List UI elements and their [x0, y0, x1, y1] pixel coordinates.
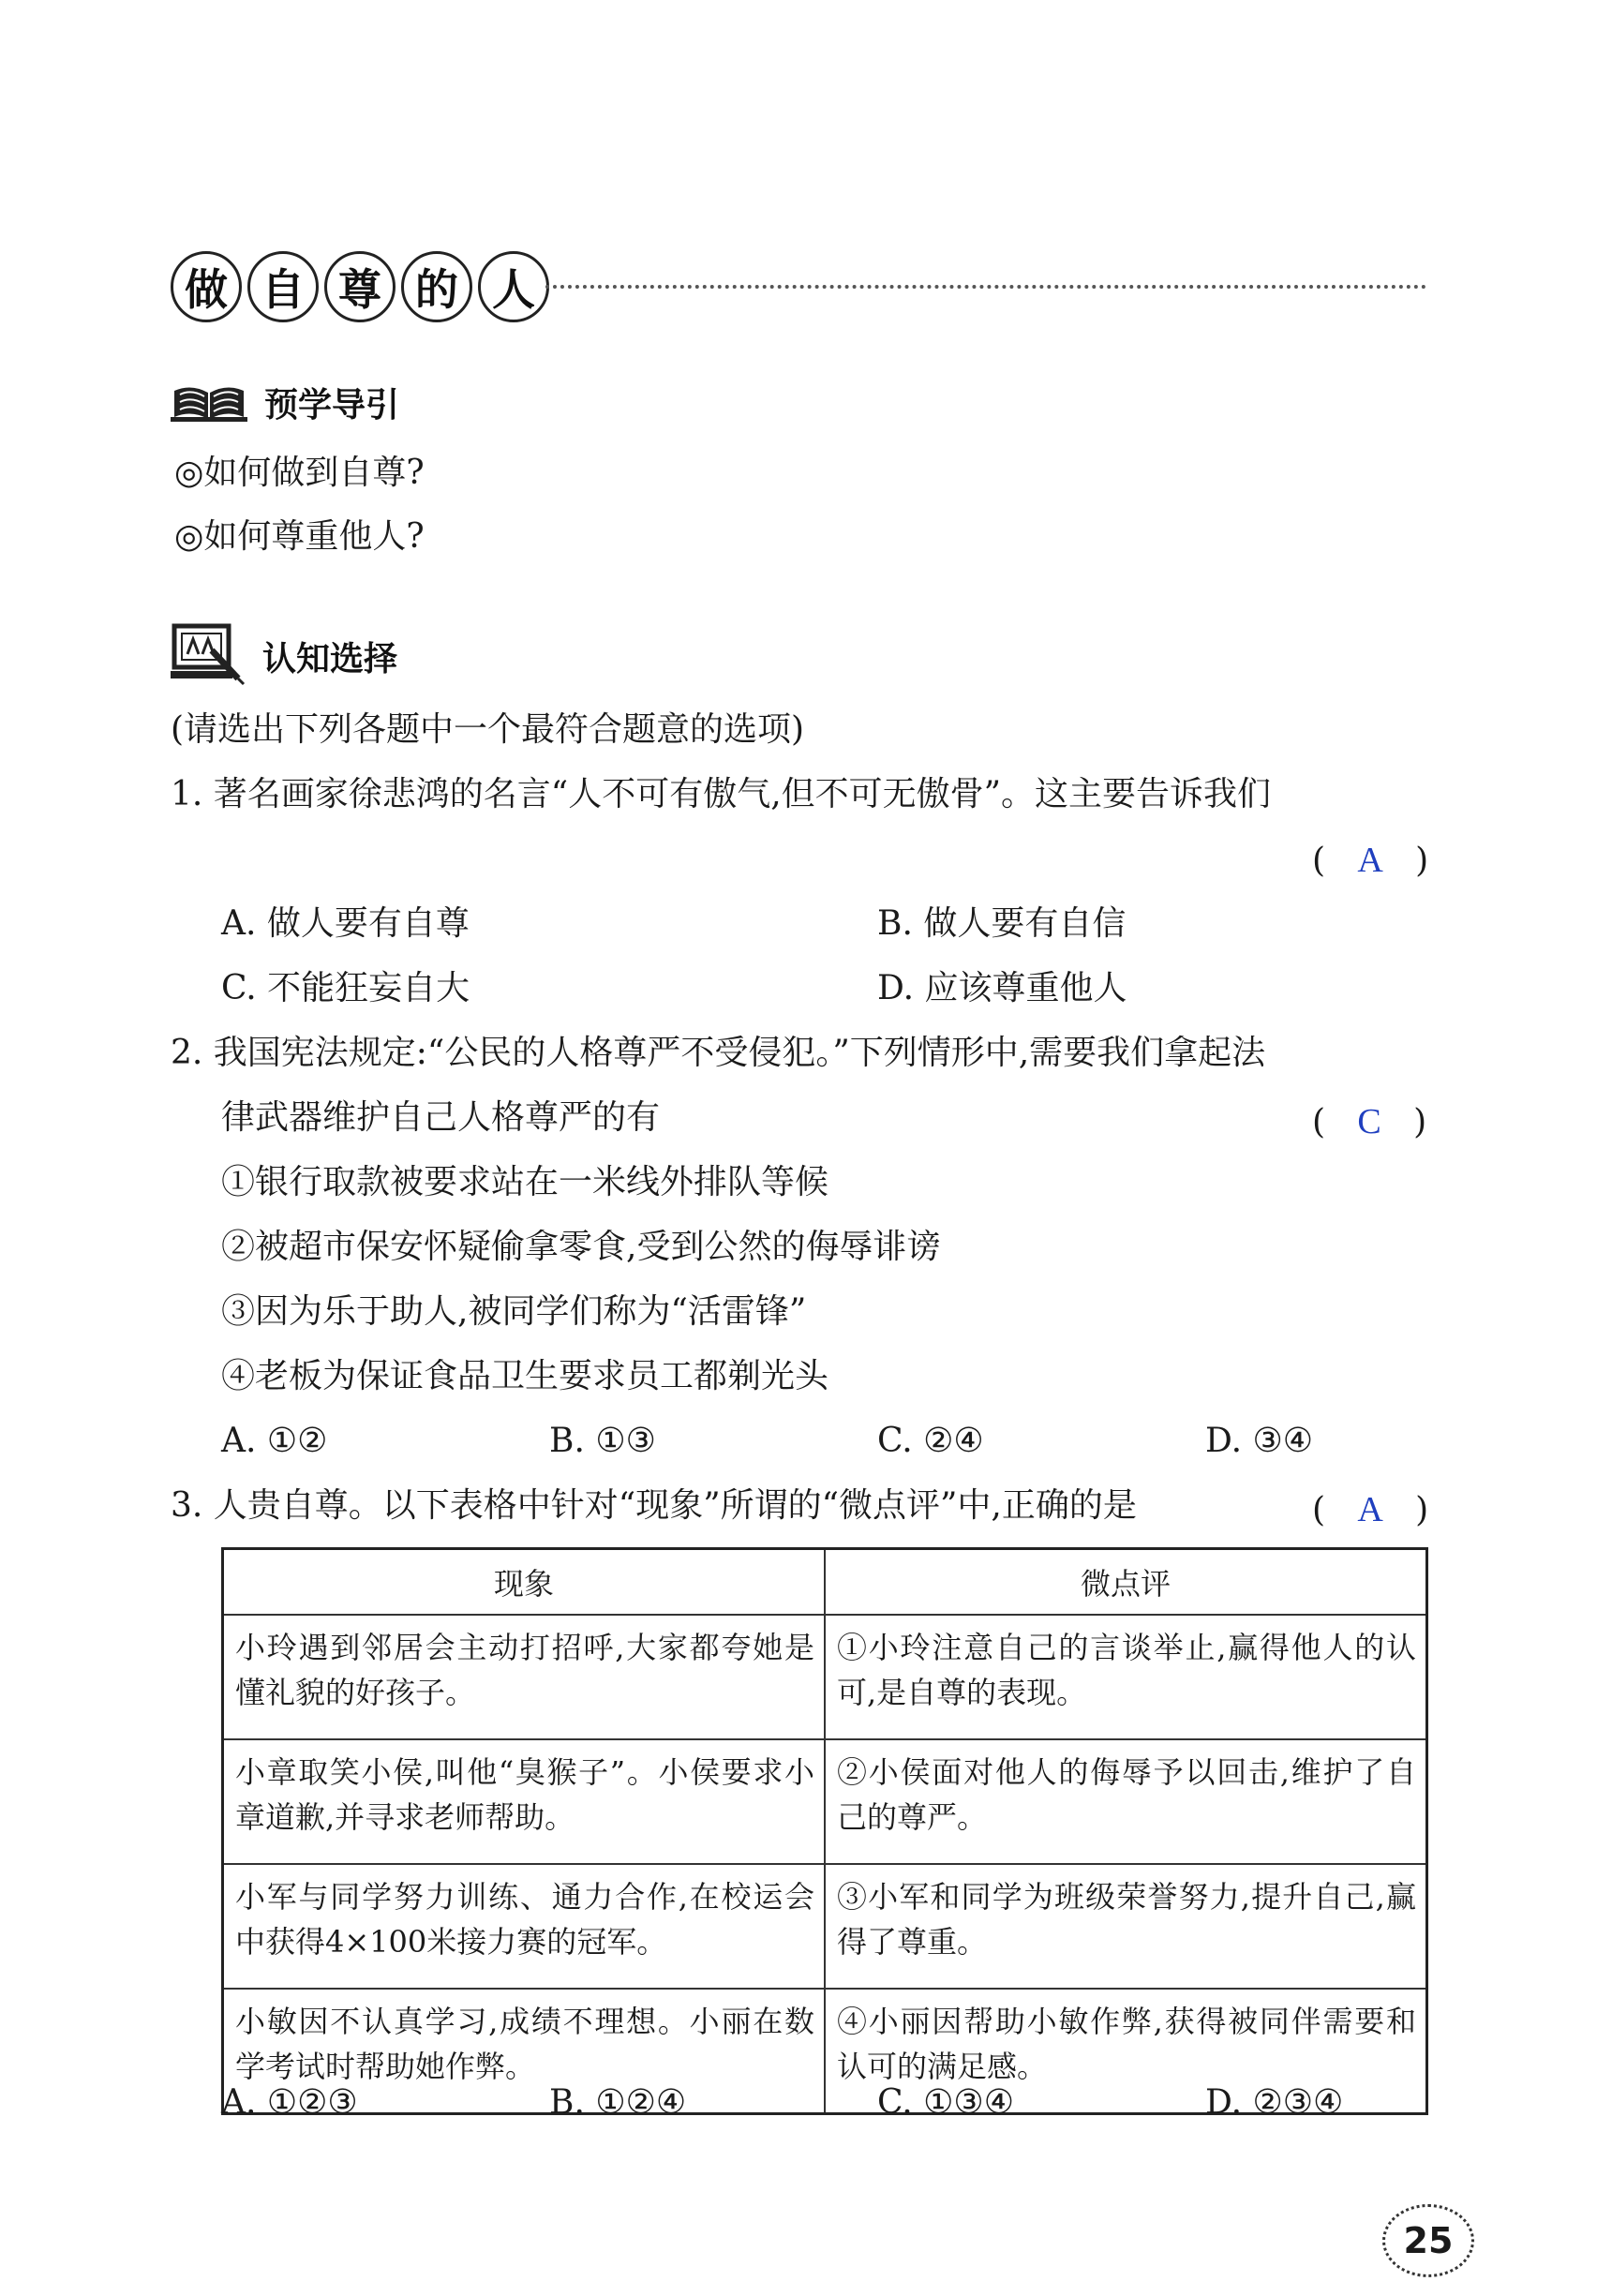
table-cell: ④小丽因帮助小敏作弊,获得被同伴需要和认可的满足感。 — [825, 1989, 1427, 2114]
option-text: D. ③④ — [1205, 1422, 1314, 1460]
preview-question: ◎如何尊重他人? — [174, 517, 425, 556]
instruction-text: (请选出下列各题中一个最符合题意的选项) — [171, 710, 805, 749]
chapter-title — [171, 251, 1426, 326]
table-row — [223, 1739, 1427, 1864]
choice-heading: 认知选择 — [262, 639, 398, 678]
question-2-text: 2. 我国宪法规定:“公民的人格尊严不受侵犯。”下列情形中,需要我们拿起法 — [171, 1034, 1266, 1072]
title-char: 人 — [478, 251, 549, 322]
statement-item: ③因为乐于助人,被同学们称为“活雷锋” — [221, 1292, 807, 1331]
statement-item: ④老板为保证食品卫生要求员工都剃光头 — [221, 1357, 829, 1395]
option-text: D. ②③④ — [1205, 2083, 1344, 2122]
table-cell: 小敏因不认真学习,成绩不理想。小丽在数学考试时帮助她作弊。 — [223, 1989, 826, 2114]
table-cell: ①小玲注意自己的言谈举止,赢得他人的认可,是自尊的表现。 — [825, 1615, 1427, 1739]
table-cell: 小章取笑小侯,叫他“臭猴子”。小侯要求小章道歉,并寻求老师帮助。 — [223, 1739, 826, 1864]
option-text: B. ①②④ — [549, 2083, 687, 2122]
answer-mark: A — [1357, 841, 1383, 880]
option-text: C. ②④ — [877, 1422, 984, 1460]
answer-mark: C — [1357, 1102, 1381, 1141]
question-3-text: 3. 人贵自尊。以下表格中针对“现象”所谓的“微点评”中,正确的是 — [171, 1486, 1137, 1525]
table-row — [223, 1864, 1427, 1989]
question-2-text-cont: 律武器维护自己人格尊严的有 — [221, 1098, 661, 1137]
column-header: 现象 — [223, 1549, 826, 1616]
title-dotted-rule — [545, 285, 1426, 289]
preview-section-header — [171, 379, 399, 426]
option-text: B. 做人要有自信 — [877, 904, 1127, 943]
answer-bracket: ( C ) — [1312, 1102, 1427, 1141]
option-text: C. 不能狂妄自大 — [221, 969, 470, 1007]
computer-pen-icon — [171, 622, 246, 690]
preview-question: ◎如何做到自尊? — [174, 454, 425, 492]
table-cell: 小军与同学努力训练、通力合作,在校运会中获得4×100米接力赛的冠军。 — [223, 1864, 826, 1989]
title-char: 自 — [247, 251, 319, 322]
table-cell: ③小军和同学为班级荣誉努力,提升自己,赢得了尊重。 — [825, 1864, 1427, 1989]
table-cell: 小玲遇到邻居会主动打招呼,大家都夸她是懂礼貌的好孩子。 — [223, 1615, 826, 1739]
title-char: 的 — [401, 251, 472, 322]
preview-heading: 预学导引 — [264, 386, 400, 425]
answer-mark: A — [1357, 1490, 1383, 1529]
table-cell: ②小侯面对他人的侮辱予以回击,维护了自己的尊严。 — [825, 1739, 1427, 1864]
choice-section-header — [171, 622, 397, 690]
phenomenon-comment-table — [221, 1547, 1428, 2115]
table-header-row — [223, 1549, 1427, 1616]
page-number: 25 — [1382, 2204, 1474, 2277]
option-text: A. ①②③ — [221, 2083, 358, 2122]
statement-item: ②被超市保安怀疑偷拿零食,受到公然的侮辱诽谤 — [221, 1228, 941, 1266]
option-text: B. ①③ — [549, 1422, 656, 1460]
question-1-text: 1. 著名画家徐悲鸿的名言“人不可有傲气,但不可无傲骨”。这主要告诉我们 — [171, 775, 1272, 813]
title-char: 尊 — [324, 251, 396, 322]
option-text: D. 应该尊重他人 — [877, 969, 1127, 1007]
option-text: C. ①③④ — [877, 2083, 1014, 2122]
answer-bracket: ( A ) — [1312, 841, 1429, 880]
answer-bracket: ( A ) — [1312, 1490, 1429, 1529]
option-text: A. 做人要有自尊 — [221, 904, 470, 943]
title-char: 做 — [171, 251, 242, 322]
statement-item: ①银行取款被要求站在一米线外排队等候 — [221, 1163, 829, 1201]
option-text: A. ①② — [221, 1422, 328, 1460]
column-header: 微点评 — [825, 1549, 1427, 1616]
table-row — [223, 1615, 1427, 1739]
open-book-icon — [171, 380, 247, 426]
